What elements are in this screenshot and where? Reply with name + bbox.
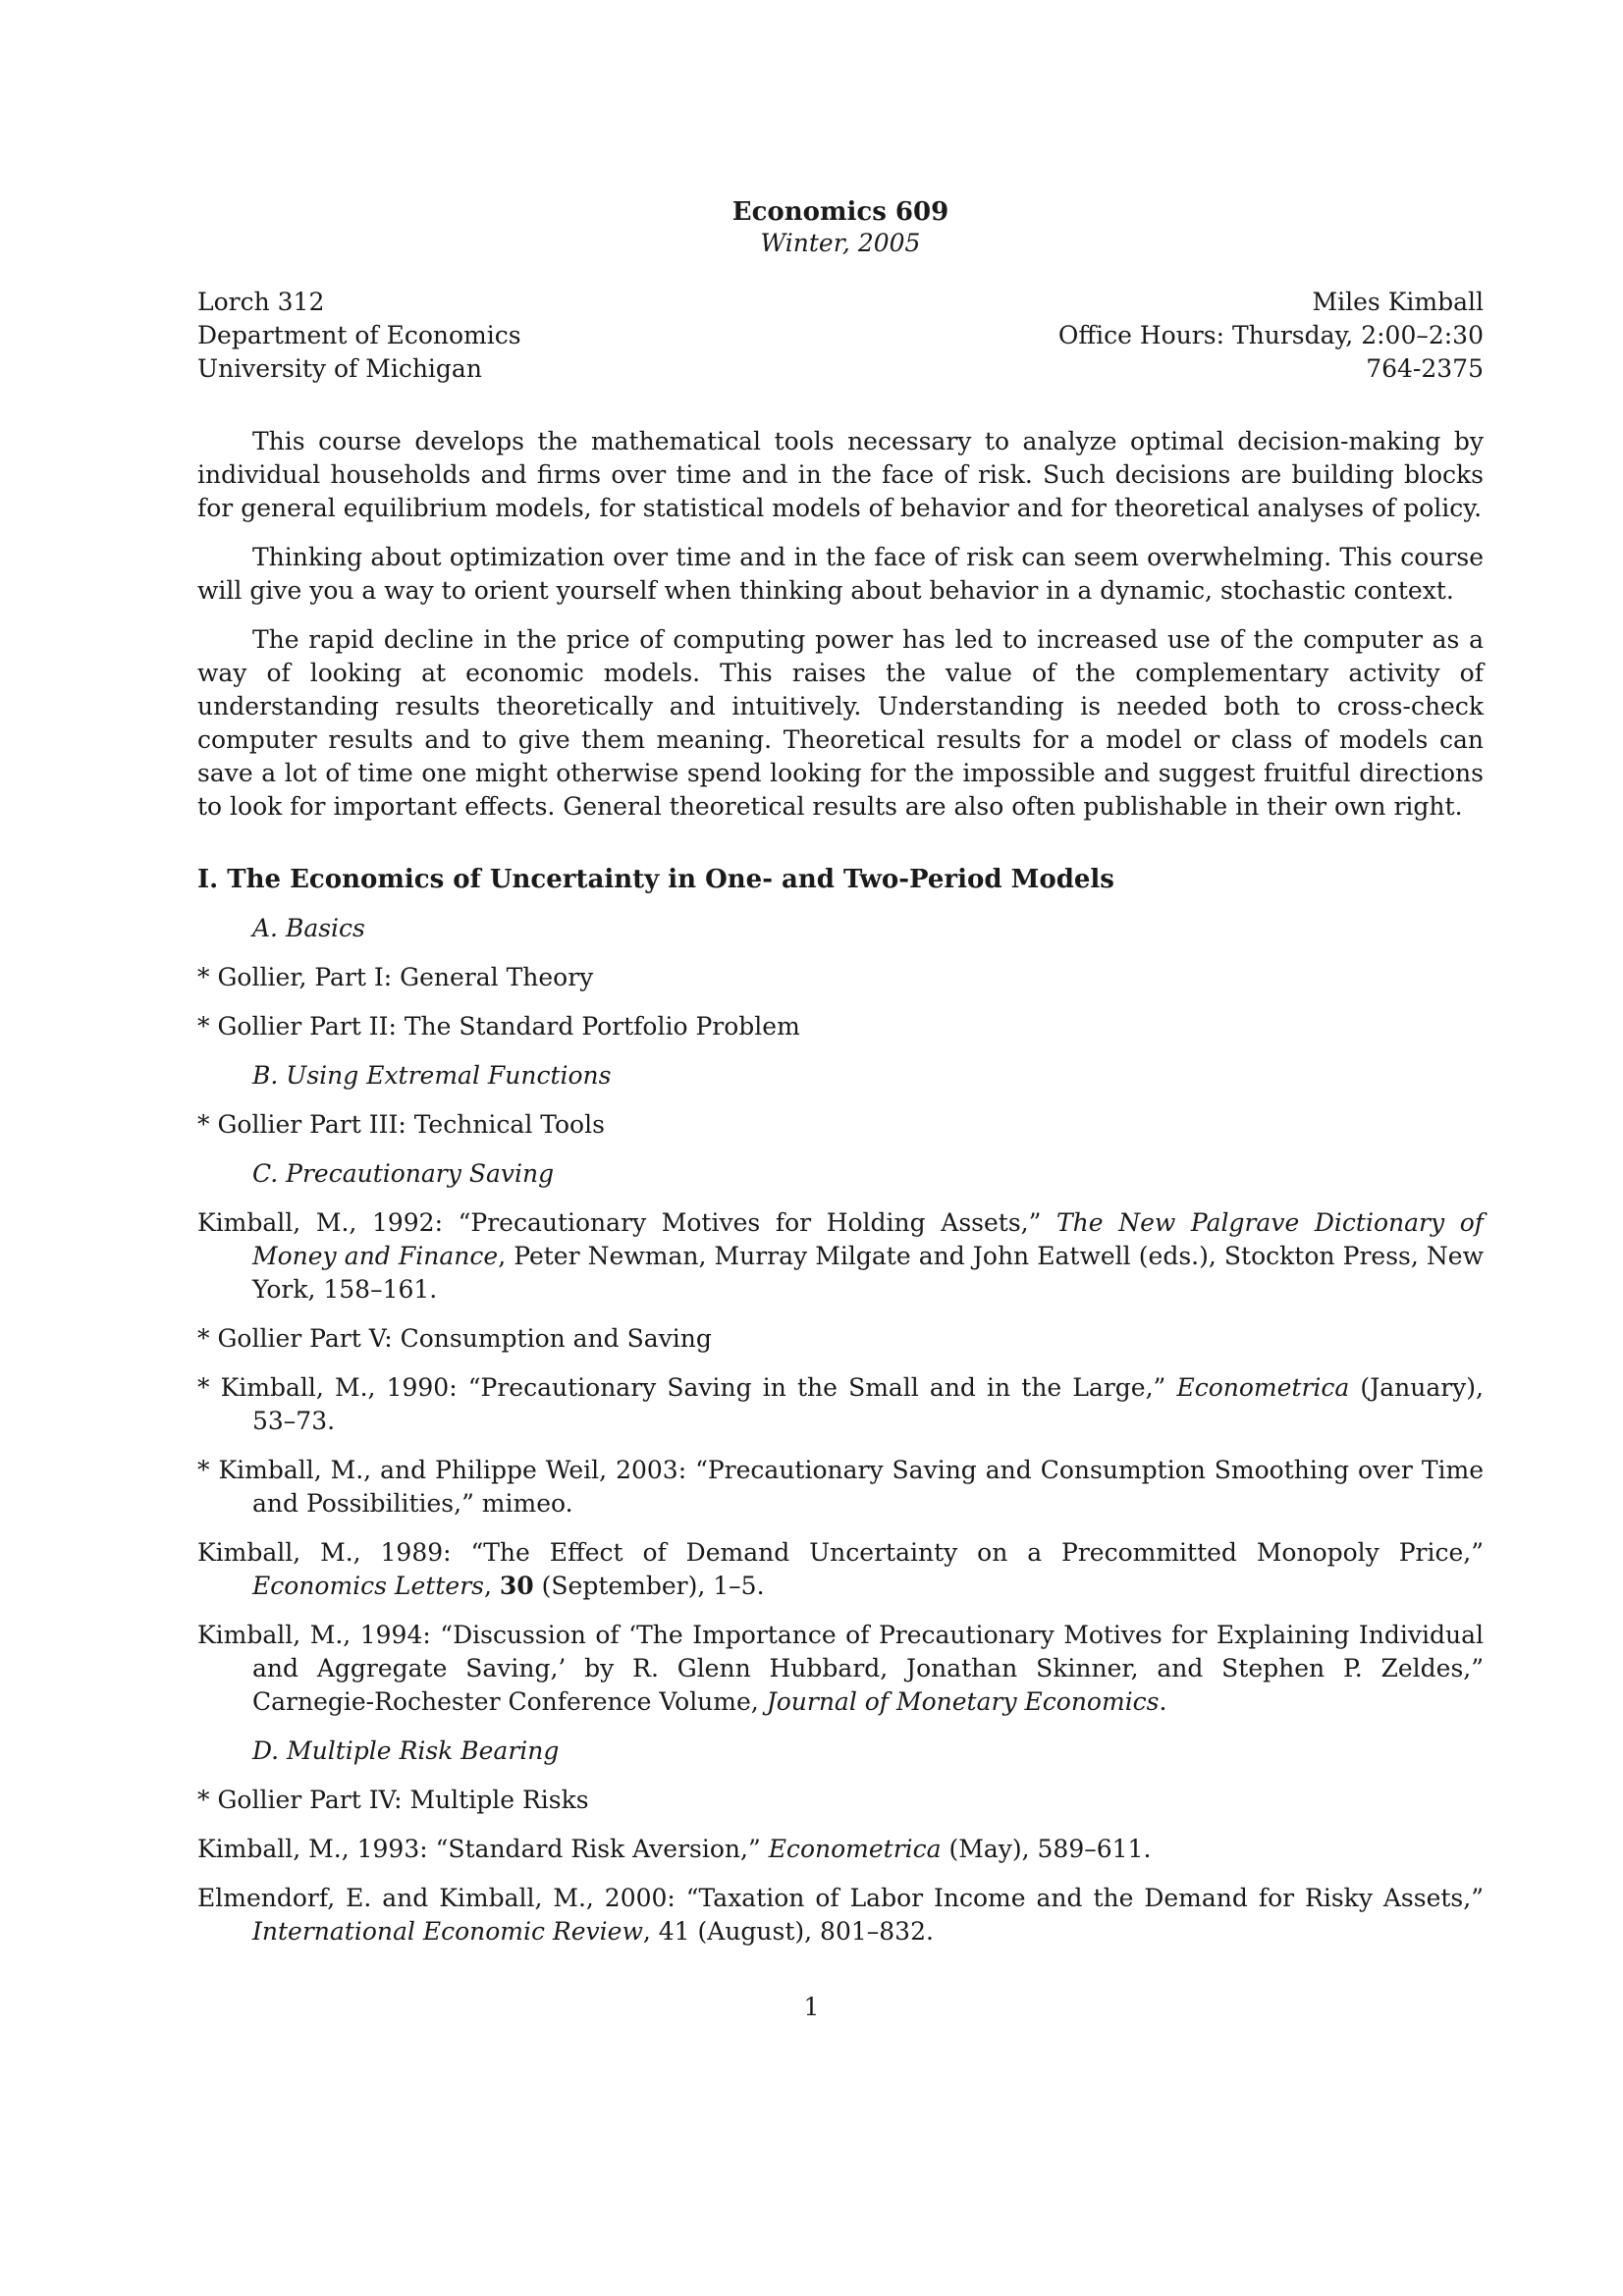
- subsection-heading: B. Using Extremal Functions: [252, 1061, 612, 1090]
- citation-text: * Kimball, M., 1990: “Precautionary Saving in the Small and in the Large,”: [197, 1373, 1177, 1402]
- citation-text: , 41 (August), 801–832.: [642, 1917, 934, 1946]
- citation-text: .: [1159, 1687, 1167, 1716]
- citation-text: (September), 1–5.: [533, 1572, 765, 1600]
- reading-entry: [197, 1206, 1484, 1307]
- citation-text: Kimball, M., 1989: “The Effect of Demand Uncertainty on a Precommitted Monopoly Price,”: [197, 1538, 1484, 1567]
- course-location: [197, 286, 521, 386]
- room: Lorch 312: [197, 288, 325, 316]
- citation-text: Kimball, M., 1993: “Standard Risk Aversion,”: [197, 1835, 769, 1863]
- volume-number: 30: [499, 1572, 534, 1600]
- office-hours: Office Hours: Thursday, 2:00–2:30: [1057, 321, 1484, 349]
- publication-title: Econometrica: [768, 1835, 942, 1863]
- citation-text: Kimball, M., 1992: “Precautionary Motives for Holding Assets,”: [197, 1208, 1056, 1237]
- reading-entry: * Kimball, M., and Philippe Weil, 2003: “Precautionary Saving and Consumption Smoothing over Time and Possibilities,” mimeo.: [197, 1456, 1484, 1518]
- instructor-name: Miles Kimball: [1312, 288, 1484, 316]
- reading-entry: [197, 1882, 1484, 1949]
- section-heading: I. The Economics of Uncertainty in One- and Two-Period Models: [197, 865, 1114, 894]
- document-page: [197, 196, 1484, 1964]
- reading-entry: [197, 1833, 1484, 1866]
- reading-entry: * Gollier Part V: Consumption and Saving: [197, 1324, 712, 1353]
- reading-entry: [197, 1619, 1484, 1719]
- reading-entry: * Gollier Part III: Technical Tools: [197, 1110, 605, 1139]
- reading-entry: * Gollier Part IV: Multiple Risks: [197, 1786, 589, 1814]
- subsection-heading: C. Precautionary Saving: [252, 1159, 555, 1188]
- course-term: Winter, 2005: [760, 229, 921, 257]
- subsection-heading: A. Basics: [252, 914, 365, 942]
- citation-text: (May), 589–611.: [941, 1835, 1152, 1863]
- phone-number: 764-2375: [1366, 354, 1484, 383]
- course-info: [197, 286, 1484, 386]
- reading-entry: * Gollier Part II: The Standard Portfolio Problem: [197, 1012, 800, 1041]
- intro-paragraph: This course develops the mathematical tools necessary to analyze optimal decision-making by individual households and firms over time and in the face of risk. Such decisions are building blocks for general equilibrium models, for statistical models of behavior and for theoretical analyses of policy.: [197, 427, 1484, 522]
- intro-paragraph: The rapid decline in the price of computing power has led to increased use of the computer as a way of looking at economic models. This raises the value of the complementary activity of understanding results theoretically and intuitively. Understanding is needed both to cross-check computer results and to give them meaning. Theoretical results for a model or class of models can save a lot of time one might otherwise spend looking for the impossible and suggest fruitful directions to look for important effects. General theoretical results are also often publishable in their own right.: [197, 625, 1484, 821]
- page-number: 1: [803, 1993, 820, 2021]
- intro-paragraph: Thinking about optimization over time and in the face of risk can seem overwhelming. This course will give you a way to orient yourself when thinking about behavior in a dynamic, stochastic context.: [197, 543, 1484, 605]
- university: University of Michigan: [197, 354, 482, 383]
- publication-title: Journal of Monetary Economics: [766, 1687, 1160, 1716]
- subsection-heading: D. Multiple Risk Bearing: [252, 1736, 560, 1765]
- citation-text: , Peter Newman, Murray Milgate and John Eatwell (eds.), Stockton Press, New York, 158–161.: [252, 1242, 1484, 1304]
- publication-title: The New Palgrave Dictionary of Money and Finance: [252, 1208, 1485, 1270]
- department: Department of Economics: [197, 321, 521, 349]
- reading-entry: * Gollier, Part I: General Theory: [197, 963, 594, 991]
- reading-entry: [197, 1536, 1484, 1603]
- course-description: [197, 425, 1484, 824]
- citation-text: ,: [484, 1572, 500, 1600]
- publication-title: Econometrica: [1176, 1373, 1350, 1402]
- citation-text: (January), 53–73.: [252, 1373, 1484, 1435]
- citation-text: Elmendorf, E. and Kimball, M., 2000: “Taxation of Labor Income and the Demand for Risky Assets,”: [197, 1884, 1484, 1912]
- publication-title: Economics Letters: [252, 1572, 484, 1600]
- publication-title: International Economic Review: [252, 1917, 643, 1946]
- citation-text: Kimball, M., 1994: “Discussion of ‘The Importance of Precautionary Motives for Explaining Individual and Aggregate Saving,’ by R. Glenn Hubbard, Jonathan Skinner, and Stephen P. Zeldes,” Carnegie-Rochester Conference Volume,: [197, 1621, 1484, 1716]
- instructor-info: [1058, 286, 1484, 386]
- course-title: Economics 609: [731, 197, 949, 227]
- reading-entry: [197, 1371, 1484, 1438]
